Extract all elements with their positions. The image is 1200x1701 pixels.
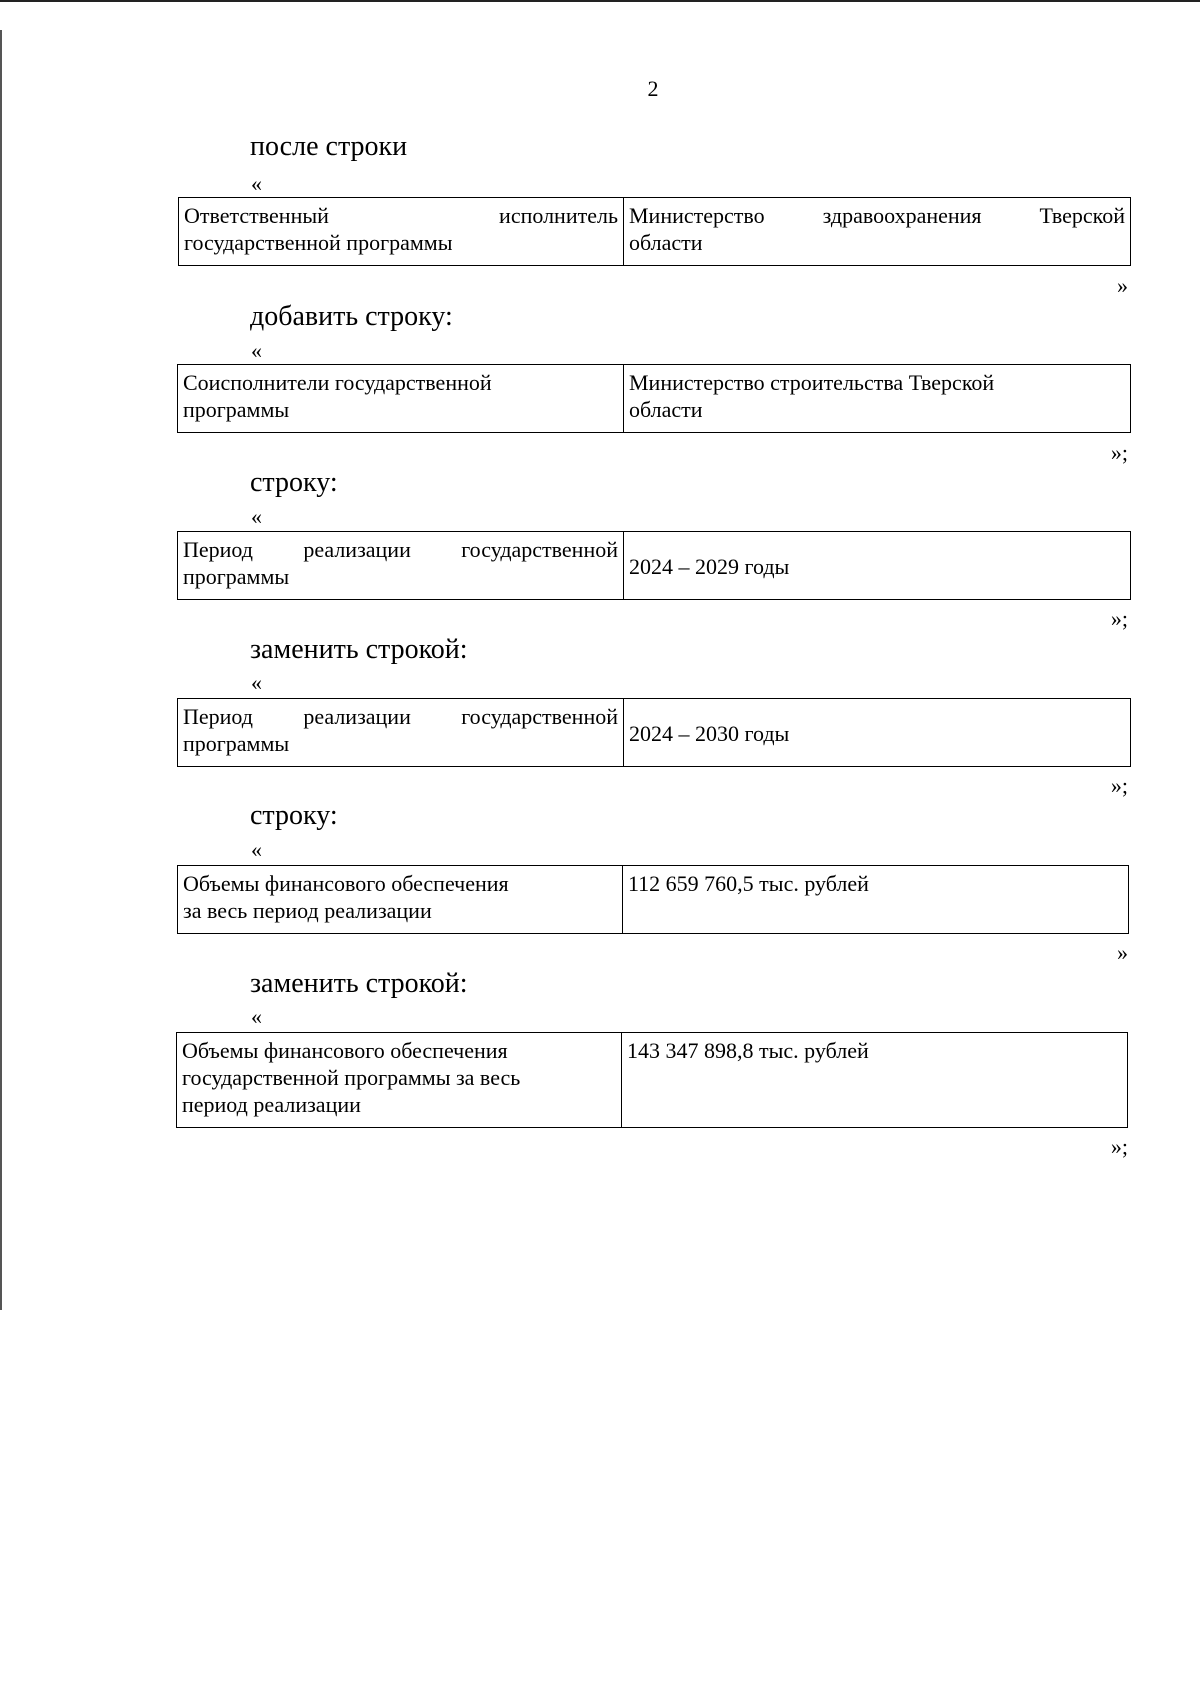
amendment-table bbox=[177, 531, 1131, 600]
cell-line: государственной программы bbox=[184, 230, 453, 255]
table-cell-value bbox=[624, 532, 1131, 600]
table-row bbox=[179, 198, 1131, 266]
close-quote: » bbox=[1117, 940, 1128, 965]
open-quote: « bbox=[251, 171, 262, 196]
cell-line: 2024 – 2030 годы bbox=[629, 720, 790, 746]
open-quote: « bbox=[251, 1004, 262, 1029]
section-heading: добавить строку: bbox=[250, 301, 453, 332]
table-cell-value bbox=[622, 1033, 1128, 1128]
table-cell-value bbox=[624, 699, 1131, 767]
cell-line: программы bbox=[183, 564, 290, 589]
cell-line: государственной программы за весь bbox=[182, 1065, 521, 1090]
cell-line: 112 659 760,5 тыс. рублей bbox=[628, 871, 869, 896]
table-cell-label bbox=[178, 365, 624, 433]
amendment-table bbox=[177, 364, 1131, 433]
amendment-table bbox=[177, 698, 1131, 767]
open-quote: « bbox=[251, 504, 262, 529]
close-quote: »; bbox=[1110, 1134, 1128, 1159]
cell-line: области bbox=[629, 397, 703, 422]
table-cell-label bbox=[178, 532, 624, 600]
cell-line: программы bbox=[183, 397, 290, 422]
close-quote: »; bbox=[1110, 440, 1128, 465]
section-heading: строку: bbox=[250, 800, 338, 831]
cell-line: Объемы финансового обеспечения bbox=[183, 871, 509, 896]
section-heading: после строки bbox=[250, 131, 408, 162]
table-row bbox=[178, 532, 1131, 600]
amendment-table bbox=[176, 1032, 1128, 1128]
close-quote: »; bbox=[1110, 606, 1128, 631]
table-cell-label bbox=[178, 866, 623, 934]
table-row bbox=[178, 866, 1129, 934]
table-cell-label bbox=[178, 699, 624, 767]
table-row bbox=[178, 365, 1131, 433]
page-number: 2 bbox=[647, 76, 659, 101]
section-heading: заменить строкой: bbox=[250, 968, 468, 999]
cell-line: Ответственный исполнитель bbox=[184, 203, 618, 228]
cell-line: период реализации bbox=[182, 1092, 361, 1117]
table-row bbox=[178, 699, 1131, 767]
scan-edge-top bbox=[0, 0, 1200, 2]
close-quote: » bbox=[1117, 273, 1128, 298]
table-cell-value bbox=[623, 866, 1129, 934]
open-quote: « bbox=[251, 670, 262, 695]
cell-line: Период реализации государственной bbox=[183, 704, 618, 729]
cell-line: 2024 – 2029 годы bbox=[629, 553, 790, 579]
table-cell-label bbox=[177, 1033, 622, 1128]
amendment-table bbox=[178, 197, 1131, 266]
cell-line: 143 347 898,8 тыс. рублей bbox=[627, 1038, 869, 1063]
table-cell-value bbox=[624, 365, 1131, 433]
open-quote: « bbox=[251, 338, 262, 363]
cell-line: Период реализации государственной bbox=[183, 537, 618, 562]
section-heading: заменить строкой: bbox=[250, 634, 468, 665]
close-quote: »; bbox=[1110, 773, 1128, 798]
cell-line: Соисполнители государственной bbox=[183, 370, 492, 395]
cell-line: области bbox=[629, 230, 703, 255]
table-cell-label bbox=[179, 198, 624, 266]
section-heading: строку: bbox=[250, 467, 338, 498]
table-row bbox=[177, 1033, 1128, 1128]
table-cell-value bbox=[624, 198, 1131, 266]
cell-line: за весь период реализации bbox=[183, 898, 432, 923]
open-quote: « bbox=[251, 837, 262, 862]
cell-line: программы bbox=[183, 731, 290, 756]
cell-line: Объемы финансового обеспечения bbox=[182, 1038, 508, 1063]
cell-line: Министерство строительства Тверской bbox=[629, 370, 995, 395]
amendment-table bbox=[177, 865, 1129, 934]
scan-edge-left bbox=[0, 30, 2, 1310]
cell-line: Министерство здравоохранения Тверской bbox=[629, 203, 1125, 228]
